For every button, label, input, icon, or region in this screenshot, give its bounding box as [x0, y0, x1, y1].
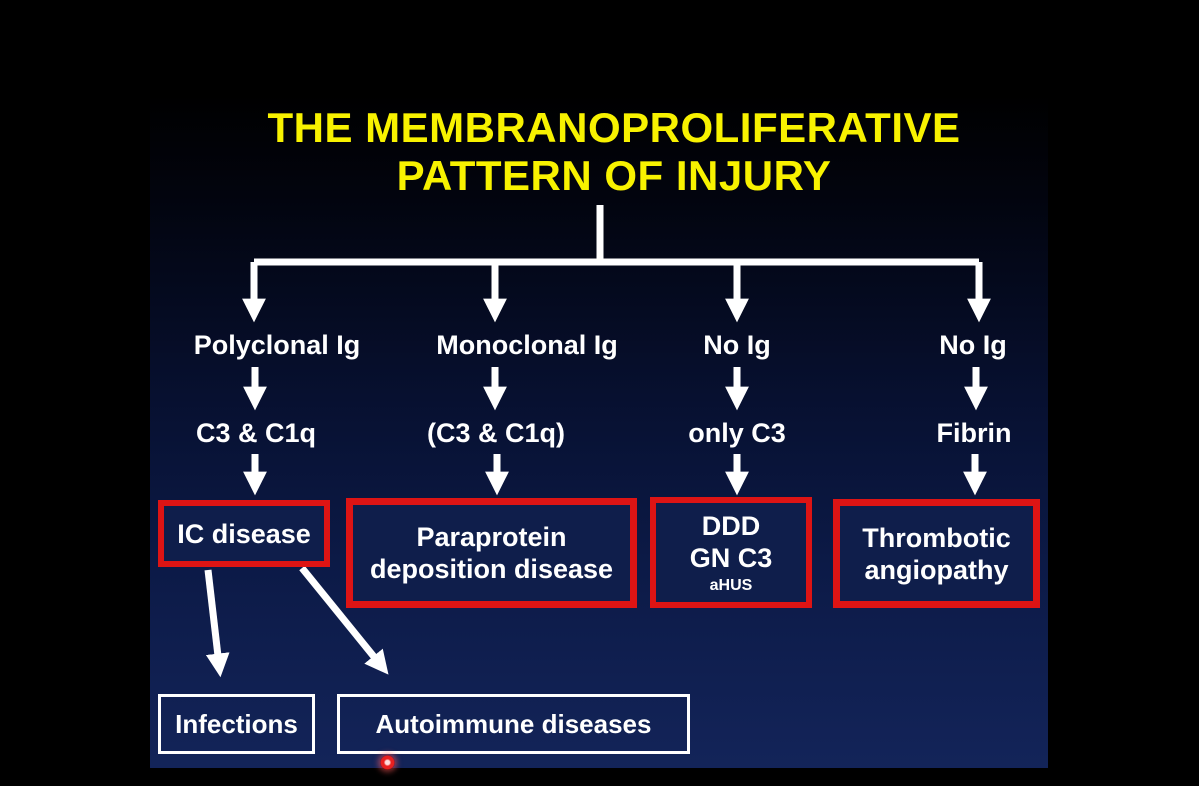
node-c3-c1q: C3 & C1q	[195, 418, 317, 448]
ddd-box	[650, 497, 812, 608]
node-polyclonal-ig: Polyclonal Ig	[193, 330, 361, 360]
ic-disease-label: IC disease	[177, 518, 311, 549]
node-no-ig-1: No Ig	[703, 330, 771, 360]
presentation-slide	[150, 94, 1048, 768]
thrombotic-label: Thrombotic angiopathy	[862, 522, 1011, 585]
node-c3-c1q-paren: (C3 & C1q)	[426, 418, 566, 448]
paraprotein-box	[346, 498, 637, 608]
slide-title-line1: THE MEMBRANOPROLIFERATIVE	[267, 104, 961, 151]
node-fibrin: Fibrin	[936, 418, 1012, 448]
gn-c3-label: GN C3	[689, 542, 773, 573]
paraprotein-label: Paraprotein deposition disease	[369, 522, 614, 584]
ddd-label: DDD	[701, 510, 761, 541]
thrombotic-box	[833, 499, 1040, 608]
node-monoclonal-ig: Monoclonal Ig	[436, 330, 618, 360]
infections-box	[158, 694, 315, 754]
ic-disease-box	[158, 500, 330, 567]
slide-title-line2: PATTERN OF INJURY	[396, 152, 832, 199]
node-only-c3: only C3	[688, 418, 786, 448]
ahus-label: aHUS	[709, 576, 753, 594]
infections-label: Infections	[175, 708, 298, 739]
autoimmune-box	[337, 694, 690, 754]
autoimmune-label: Autoimmune diseases	[375, 708, 652, 739]
node-no-ig-2: No Ig	[939, 330, 1007, 360]
laser-pointer-dot	[380, 755, 395, 770]
ic-to-infections-arrow	[208, 570, 218, 656]
